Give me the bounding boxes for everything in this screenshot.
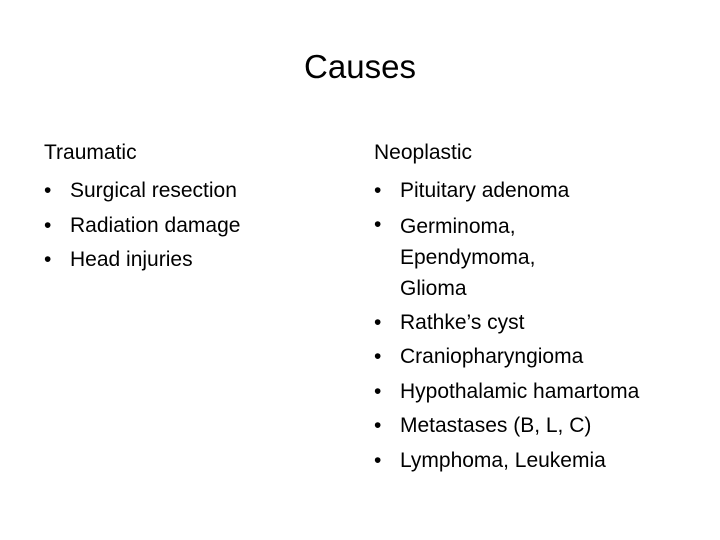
- list-item-label: Lymphoma, Leukemia: [400, 448, 606, 472]
- bullet-icon: •: [374, 448, 382, 472]
- list-item-label: Head injuries: [70, 248, 193, 271]
- bullet-icon: •: [44, 213, 52, 237]
- list-item-label: Metastases (B, L, C): [400, 414, 592, 437]
- bullet-icon: •: [374, 212, 382, 236]
- bullet-icon: •: [44, 248, 52, 271]
- list-item: [44, 209, 344, 244]
- bullet-icon: •: [374, 345, 382, 368]
- list-item: [44, 174, 344, 209]
- bullet-icon: •: [374, 379, 382, 403]
- bullet-icon: •: [44, 179, 52, 202]
- neoplastic-list: [374, 174, 714, 478]
- list-item-label: Rathke’s cyst: [400, 310, 525, 334]
- neoplastic-column: [374, 138, 714, 478]
- list-item-label: Surgical resection: [70, 179, 237, 202]
- list-item: [374, 174, 714, 209]
- list-item: [44, 243, 344, 278]
- list-item: [374, 409, 714, 444]
- slide-title: Causes: [304, 48, 416, 85]
- bullet-icon: •: [374, 179, 382, 202]
- bullet-icon: •: [374, 414, 382, 437]
- column-heading-traumatic: Traumatic: [44, 141, 137, 164]
- list-item: [374, 340, 714, 375]
- list-item: [374, 444, 714, 479]
- traumatic-list: [44, 174, 344, 278]
- list-item: [374, 375, 714, 410]
- list-item-label: Craniopharyngioma: [400, 345, 584, 368]
- list-item: [374, 209, 600, 306]
- list-item-label: Hypothalamic hamartoma: [400, 379, 640, 403]
- list-item: [374, 306, 714, 341]
- traumatic-column: [44, 138, 344, 278]
- bullet-icon: •: [374, 310, 382, 334]
- list-item-label: Germinoma, Ependymoma, Glioma: [400, 214, 536, 300]
- list-item-label: Radiation damage: [70, 213, 241, 237]
- list-item-label: Pituitary adenoma: [400, 179, 570, 202]
- column-heading-neoplastic: Neoplastic: [374, 141, 473, 164]
